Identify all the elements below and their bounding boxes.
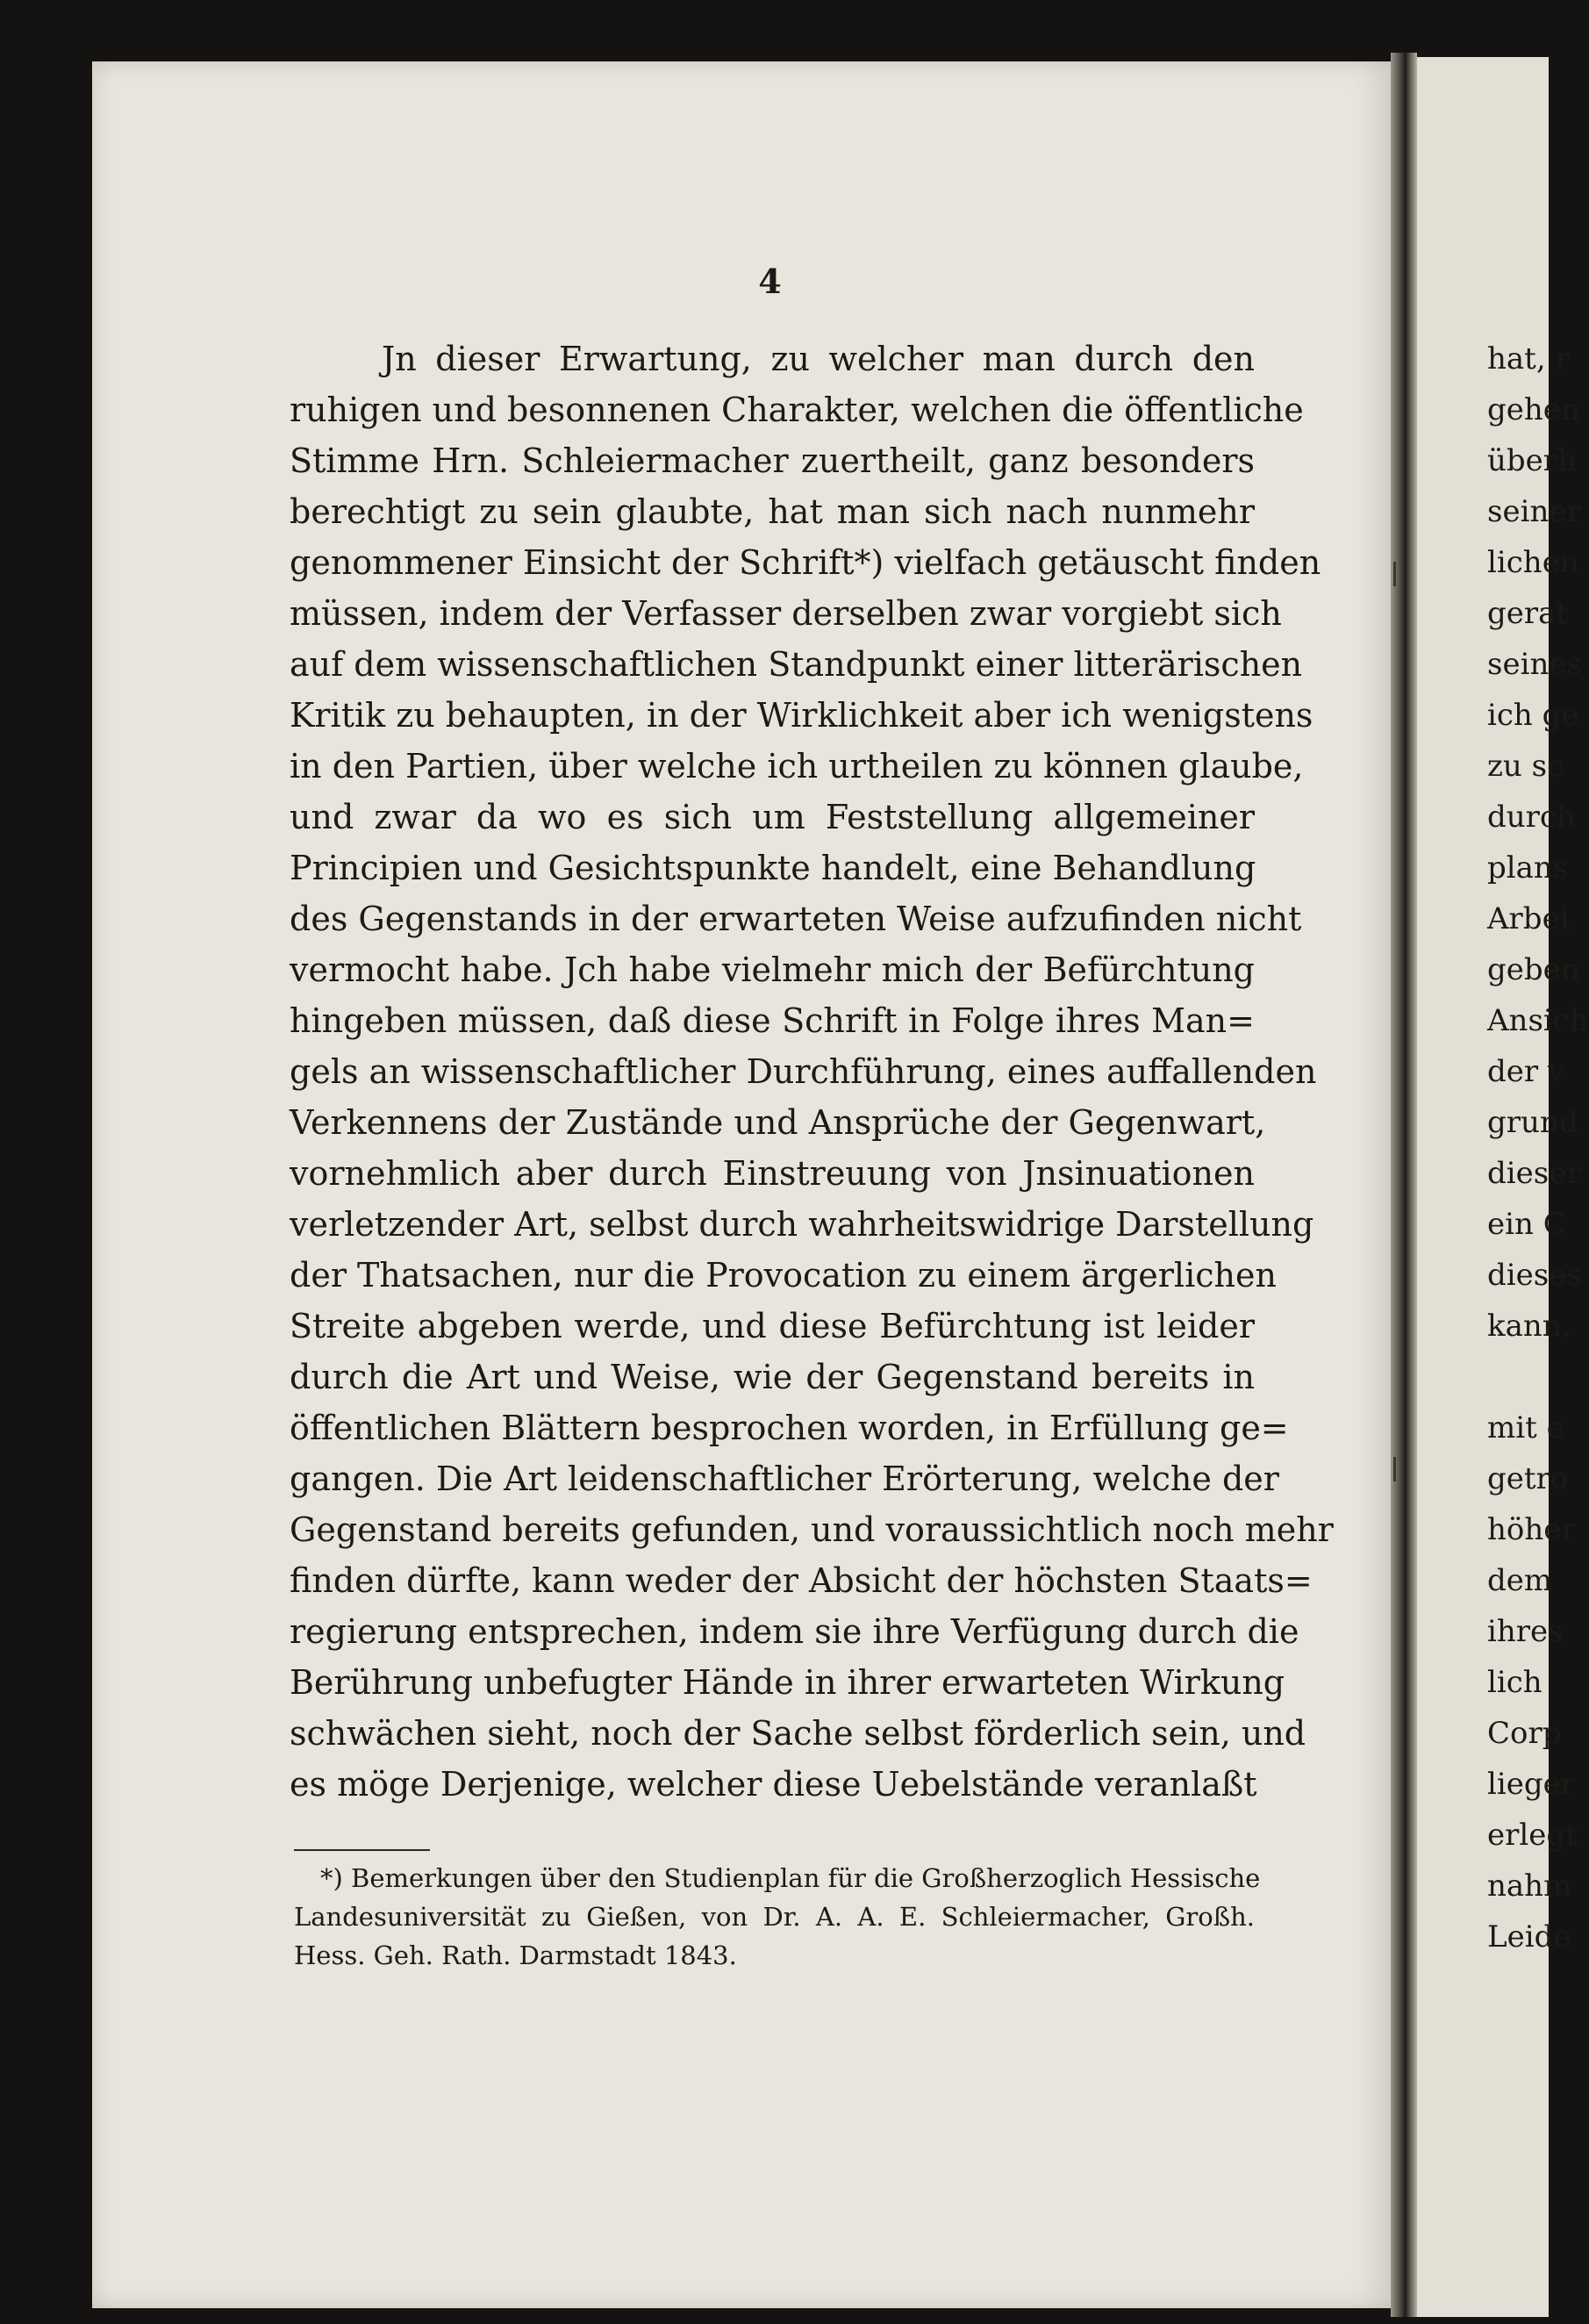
text-line: und zwar da wo es sich um Feststellung allgemeiner bbox=[290, 798, 1255, 836]
text-line: Verkennens der Zustände und Ansprüche der Gegenwart, bbox=[290, 1103, 1266, 1142]
right-page-fragment bbox=[1487, 1352, 1549, 1402]
right-page-fragment: mit e bbox=[1487, 1410, 1564, 1445]
right-page-fragment: ihres bbox=[1487, 1614, 1564, 1649]
page-number: 4 bbox=[758, 262, 782, 301]
text-line: Gegenstand bereits gefunden, und voraussichtlich noch mehr bbox=[290, 1510, 1334, 1549]
right-page-fragment: lichen bbox=[1487, 545, 1579, 580]
text-line: vornehmlich aber durch Einstreuung von Jnsinuationen bbox=[290, 1154, 1255, 1193]
right-page-fragment: nahm bbox=[1487, 1869, 1572, 1904]
right-page-fragment: seiner bbox=[1487, 494, 1581, 529]
text-line: öffentlichen Blättern besprochen worden, in Erfüllung ge= bbox=[290, 1409, 1289, 1447]
right-page-fragment: überh bbox=[1487, 443, 1577, 478]
text-line: Jn dieser Erwartung, zu welcher man durch den bbox=[382, 340, 1255, 378]
book-gutter bbox=[1391, 53, 1417, 2317]
right-page-fragment: geben bbox=[1487, 952, 1580, 987]
footnote-line: Hess. Geh. Rath. Darmstadt 1843. bbox=[294, 1940, 737, 1970]
right-page-fragment: ein C bbox=[1487, 1207, 1566, 1242]
margin-mark bbox=[1393, 1457, 1396, 1481]
right-page-fragment: dieser bbox=[1487, 1156, 1581, 1191]
right-page-fragment: kann. bbox=[1487, 1309, 1571, 1344]
text-line: der Thatsachen, nur die Provocation zu einem ärgerlichen bbox=[290, 1256, 1277, 1295]
text-line: hingeben müssen, daß diese Schrift in Folge ihres Man= bbox=[290, 1001, 1255, 1040]
right-page-fragment: ich ge bbox=[1487, 698, 1579, 733]
footnote bbox=[294, 1859, 1261, 1975]
right-page-fragment: Ansich bbox=[1487, 1003, 1589, 1038]
text-line: Streite abgeben werde, und diese Befürchtung ist leider bbox=[290, 1307, 1255, 1345]
text-line: regierung entsprechen, indem sie ihre Verfügung durch die bbox=[290, 1612, 1299, 1651]
text-line: verletzender Art, selbst durch wahrheitswidrige Darstellung bbox=[290, 1205, 1314, 1244]
right-page-fragment: erlegt bbox=[1487, 1818, 1578, 1853]
right-page-fragment: gehen bbox=[1487, 392, 1580, 427]
right-page-fragment: getro bbox=[1487, 1461, 1569, 1496]
text-line: berechtigt zu sein glaubte, hat man sich nach nunmehr bbox=[290, 492, 1255, 531]
right-page-fragment: lieger bbox=[1487, 1767, 1576, 1802]
text-line: Kritik zu behaupten, in der Wirklichkeit aber ich wenigstens bbox=[290, 696, 1313, 735]
text-line: genommener Einsicht der Schrift*) vielfach getäuscht finden bbox=[290, 543, 1321, 582]
right-page-fragment: grund bbox=[1487, 1105, 1578, 1140]
right-page-fragment: Leide bbox=[1487, 1919, 1571, 1955]
text-line: gangen. Die Art leidenschaftlicher Erörterung, welche der bbox=[290, 1460, 1279, 1498]
right-page-fragment: durch bbox=[1487, 800, 1576, 835]
text-line: gels an wissenschaftlicher Durchführung, eines auffallenden bbox=[290, 1052, 1317, 1091]
footnote-rule bbox=[294, 1849, 430, 1851]
text-line: Principien und Gesichtspunkte handelt, eine Behandlung bbox=[290, 849, 1256, 887]
right-page-fragment: dem bbox=[1487, 1563, 1553, 1598]
text-line: vermocht habe. Jch habe vielmehr mich der Befürchtung bbox=[290, 950, 1255, 989]
right-page-fragment: der v bbox=[1487, 1054, 1565, 1089]
footnote-line: Landesuniversität zu Gießen, von Dr. A. A. E. Schleiermacher, Großh. bbox=[294, 1902, 1255, 1932]
text-line: Stimme Hrn. Schleiermacher zuertheilt, ganz besonders bbox=[290, 441, 1255, 480]
text-line: auf dem wissenschaftlichen Standpunkt einer litterärischen bbox=[290, 645, 1303, 684]
text-line: Berührung unbefugter Hände in ihrer erwarteten Wirkung bbox=[290, 1663, 1285, 1702]
text-line: müssen, indem der Verfasser derselben zwar vorgiebt sich bbox=[290, 594, 1282, 633]
right-page-fragment: dieses bbox=[1487, 1258, 1582, 1293]
right-page-fragment: Arbei bbox=[1487, 901, 1570, 936]
text-line: es möge Derjenige, welcher diese Uebelstände veranlaßt bbox=[290, 1765, 1257, 1804]
right-page-text bbox=[1487, 334, 1589, 1962]
footnote-line: *) Bemerkungen über den Studienplan für die Großherzoglich Hessische bbox=[320, 1863, 1261, 1893]
right-page-fragment: plans bbox=[1487, 850, 1569, 886]
right-page-fragment: seines bbox=[1487, 647, 1582, 682]
right-page-fragment: gerat bbox=[1487, 596, 1569, 631]
right-page-fragment: lich bbox=[1487, 1665, 1542, 1700]
right-page-fragment: hat, r bbox=[1487, 341, 1570, 377]
right-page-fragment: zu sc bbox=[1487, 749, 1564, 784]
body-text bbox=[290, 334, 1334, 1810]
text-line: finden dürfte, kann weder der Absicht der höchsten Staats= bbox=[290, 1561, 1313, 1600]
text-line: in den Partien, über welche ich urtheilen zu können glaube, bbox=[290, 747, 1304, 785]
text-line: des Gegenstands in der erwarteten Weise aufzufinden nicht bbox=[290, 900, 1302, 938]
text-line: ruhigen und besonnenen Charakter, welchen die öffentliche bbox=[290, 391, 1304, 429]
right-page-fragment: höher bbox=[1487, 1512, 1576, 1547]
text-line: durch die Art und Weise, wie der Gegenstand bereits in bbox=[290, 1358, 1255, 1396]
text-line: schwächen sieht, noch der Sache selbst förderlich sein, und bbox=[290, 1714, 1306, 1753]
right-page-fragment: Corp bbox=[1487, 1716, 1562, 1751]
margin-mark bbox=[1393, 562, 1396, 586]
